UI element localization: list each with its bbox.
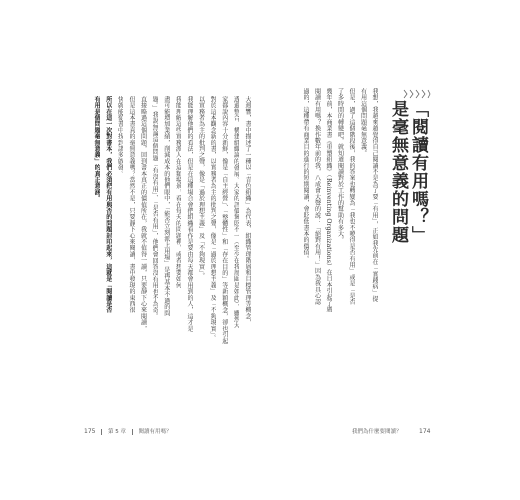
text-column: 以實務者為主的批判之聲，像是「過於理想主義」及「不夠現實」。 (197, 96, 205, 279)
text-column: 但是，過了這個階段後，我的答案也轉變為「我也不曉得是否有用」或是「是否 (348, 88, 355, 305)
footer-spacer (407, 429, 413, 435)
text-column: 過的，這種帶有商業目的進行的短期閱讀，會貶低書本的價值。 (302, 88, 309, 262)
right-page-number: 174 (419, 428, 431, 435)
text-column: 我想，我越來越覺得自己閱讀不是為了要「有用」，正如我先前在「實踐病」提 (371, 88, 378, 302)
text-column: 閱讀有用嗎？換作數年前的我，八成會大聲的說：「絕對有用！」因為我具心認 (313, 88, 321, 305)
footer-separator (101, 429, 102, 435)
text-column: 透過整合、構建組織論的發展。大家的評價褒貶不一（至少在我周圍是如此），雖然大 (232, 96, 240, 329)
right-page-footer (352, 427, 430, 435)
chapter-subtitle: 是毫無意義的問題 (388, 100, 408, 244)
text-column: 我能理解這些實務派人在這類場景，看在每天的問題裡，或者想要如何 (174, 96, 182, 289)
text-column: 家都說內容十分新鮮，像是「自主經營」、「整體性」和「存在目的」等新穎概念，卻也引起 (220, 96, 228, 345)
right-running-title: 我們為什麼要閱讀？ (352, 429, 402, 435)
text-column: 有用這個問題毫無意義。 (359, 88, 367, 157)
text-column: 幾年前，本商業書《重塑組織》（Reinventing Organizations）在日本引起了廣 (325, 88, 332, 313)
chapter-title: 「閱讀有用嗎？」 (408, 100, 428, 244)
left-chapter-label: 第 5 章 (107, 429, 126, 435)
left-page-footer (84, 427, 171, 435)
text-column: 題。」我說無論這個問題「有沒有用」、「是否有用」，他們會回答沒有用也不為奇。 (151, 96, 159, 320)
text-column: 盡可能增加業績，削減成本的他們眼中，「能否立刻派上用場」是再基本不過的問 (162, 96, 170, 317)
text-column: 了多時間的轉變吧，就知道閱讀對於工作的幫助有多大。 (336, 88, 344, 243)
text-column: 我能理解他們的看法，但是在這種場合會把組織看作是要由每天都會用到的人，這才是 (186, 96, 193, 332)
text-column: 有用是個問題毫無意義」的真正意涵。 (93, 96, 101, 202)
text-column: 所以在這一次對書本，我們必須把有用與否的問題封印起來，這就是「閱讀是否 (104, 96, 112, 313)
text-column: 大迴響，書中描述了一種以「青色組織」為代表、組織管理階層和目標管理等概念， (244, 96, 251, 326)
text-column: 直接略過這個問題，回到書本真正的價值所在，我就不值得一讀，只要靜下心來閱讀， (139, 96, 147, 332)
chapter-heading (385, 94, 433, 324)
text-column: 對於這本觀念新的書，以實務者為主的批判之聲，像是「過於理想主義」及「不夠現實」。 (209, 96, 217, 341)
text-column: 但是這本書真的毫無意義嗎？當然不是，只要靜下心來閱讀，書中發現的東西很 (128, 96, 135, 313)
footer-separator (132, 429, 133, 435)
left-running-title: 閱讀有用嗎？ (138, 429, 172, 435)
text-column: 快就能從書中找到諸多啟發。 (116, 96, 124, 177)
left-page-number: 175 (84, 428, 96, 435)
